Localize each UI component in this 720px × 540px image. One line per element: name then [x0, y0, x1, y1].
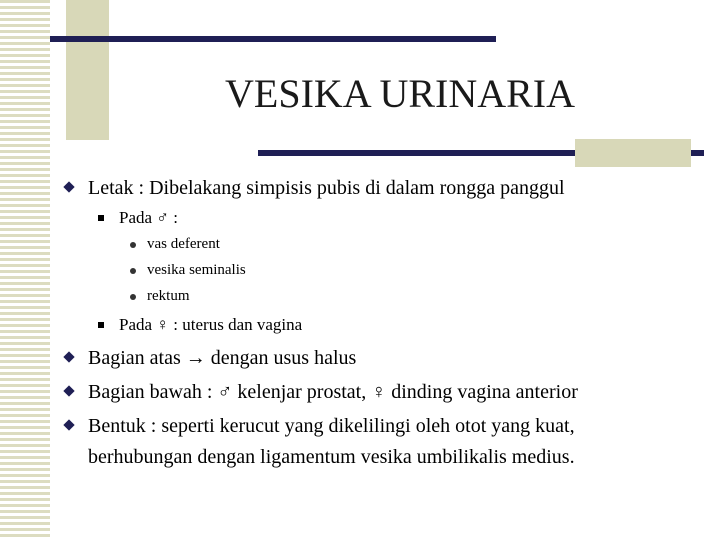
bullet-item-bentuk-continuation: berhubungan dengan ligamentum vesika umbilikalis medius.	[88, 446, 575, 468]
bullet-diamond-icon	[63, 385, 74, 396]
bullet-item-bagian-bawah: Bagian bawah : ♂ kelenjar prostat, ♀ dinding vagina anterior	[88, 381, 578, 403]
bullet-dot-icon	[130, 268, 136, 274]
bullet-diamond-icon	[63, 351, 74, 362]
sub-sub-item-vesika-seminalis: vesika seminalis	[147, 262, 246, 278]
slide-title: VESIKA URINARIA	[225, 71, 575, 116]
bullet-dot-icon	[130, 294, 136, 300]
sub-item-pada-female: Pada ♀ : uterus dan vagina	[119, 315, 303, 334]
bullet-diamond-icon	[63, 419, 74, 430]
bullet-square-icon	[98, 322, 104, 328]
sub-sub-item-rektum: rektum	[147, 288, 190, 304]
bullet-dot-icon	[130, 242, 136, 248]
bullet-item-bagian-atas: Bagian atas → dengan usus halus	[88, 347, 357, 369]
bullet-square-icon	[98, 215, 104, 221]
bullet-diamond-icon	[63, 181, 74, 192]
bullet-item-bentuk: Bentuk : seperti kerucut yang dikelilingi oleh otot yang kuat,	[88, 415, 575, 437]
bullet-item-letak: Letak : Dibelakang simpisis pubis di dalam rongga panggul	[88, 177, 565, 199]
sub-item-pada-male: Pada ♂ :	[119, 208, 179, 227]
sub-sub-item-vas-deferent: vas deferent	[147, 236, 220, 252]
